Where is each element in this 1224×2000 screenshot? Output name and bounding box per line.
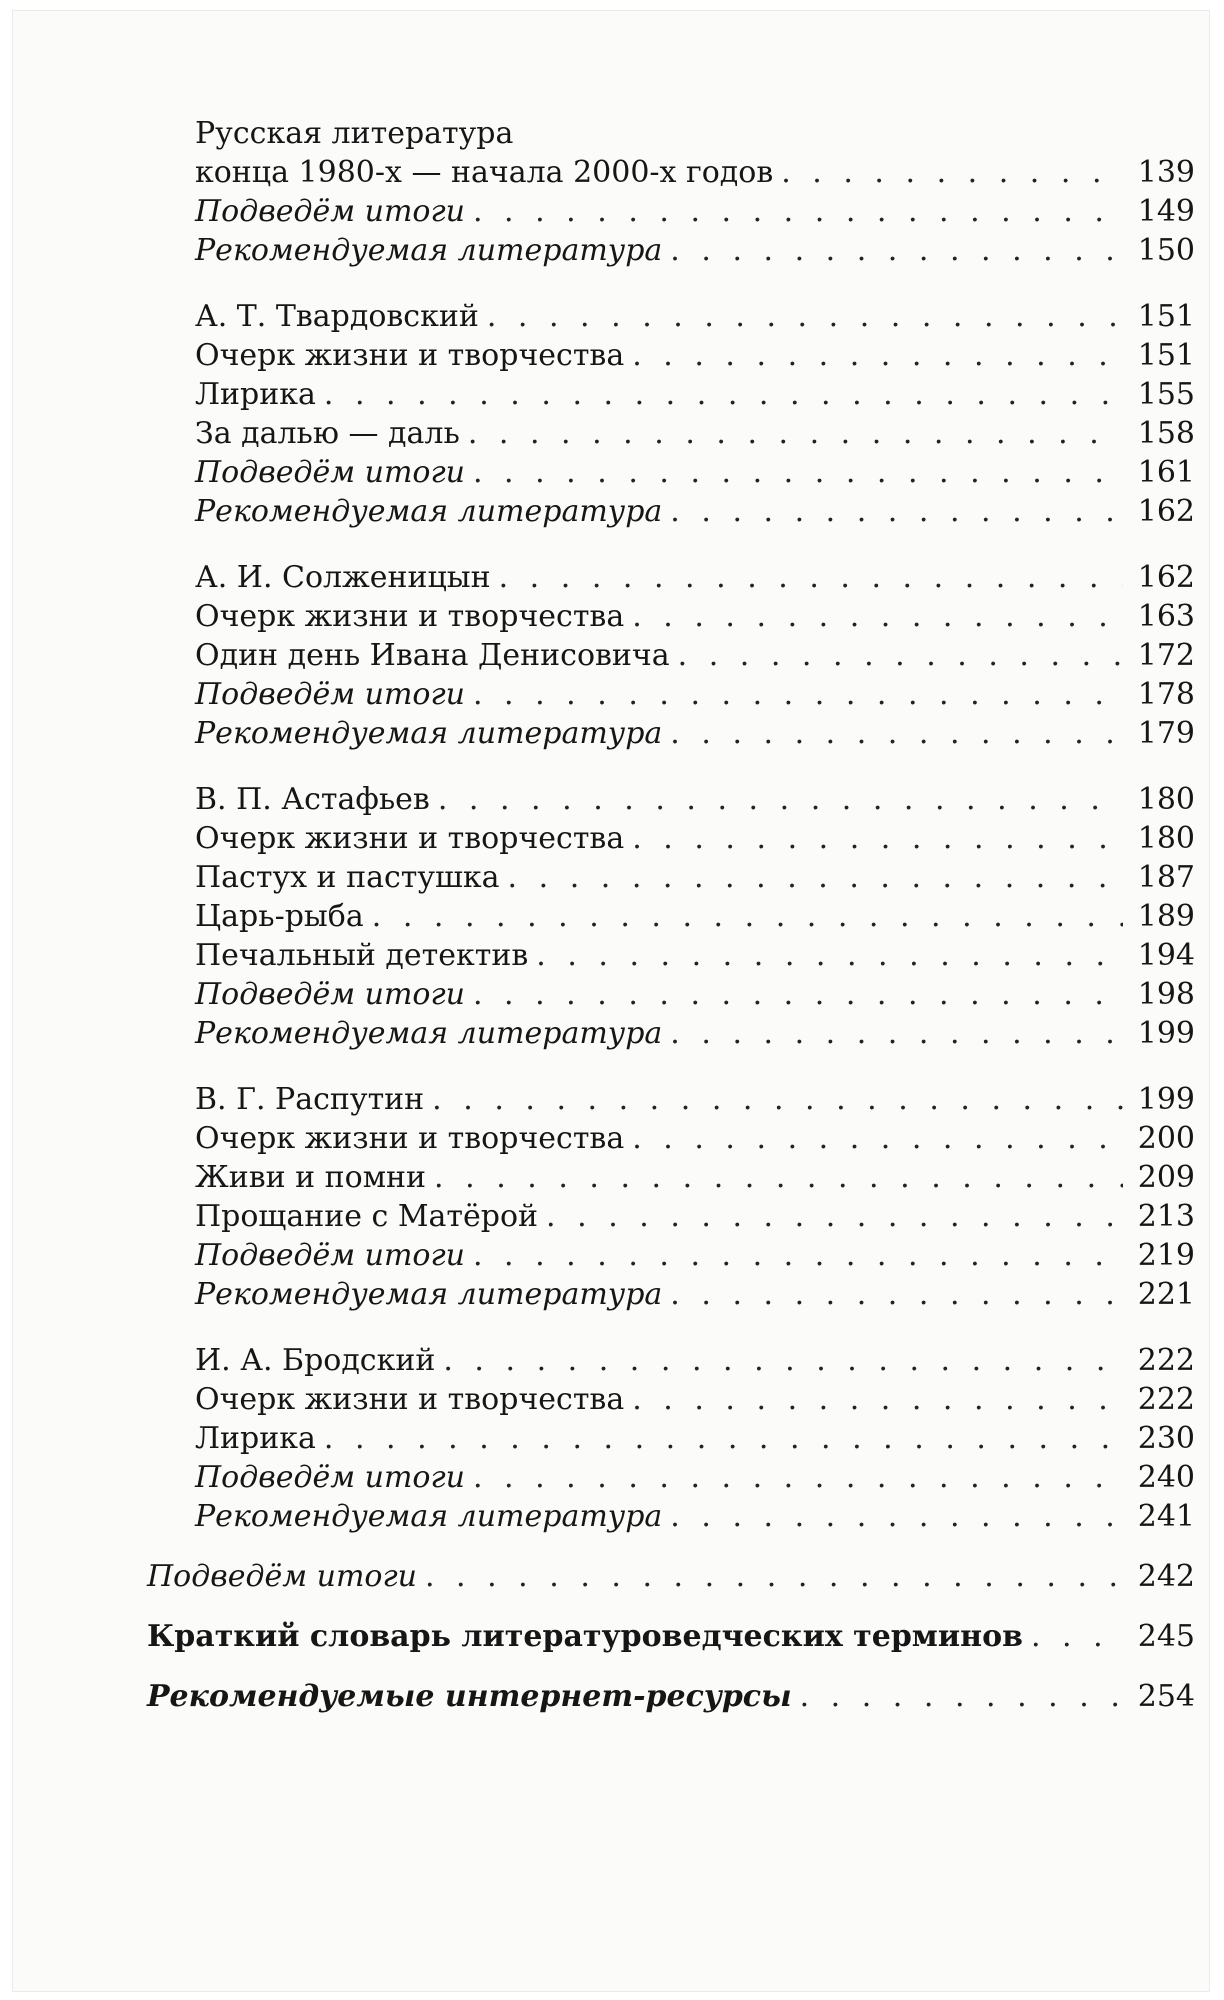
toc-entry[interactable] (147, 1275, 1195, 1314)
toc-entry-title-line1: Русская литература (195, 116, 514, 151)
toc-page-number: 189 (1137, 899, 1195, 934)
toc-entry[interactable] (147, 1380, 1195, 1419)
toc-entry-title: Лирика (195, 377, 316, 412)
toc-entry[interactable] (147, 414, 1195, 453)
toc-page-number: 199 (1137, 1016, 1195, 1051)
toc-page-number: 187 (1137, 860, 1195, 895)
toc-entry[interactable] (147, 1458, 1195, 1497)
toc-entry-title: Рекомендуемая литература (195, 494, 663, 529)
toc-entry[interactable] (147, 297, 1195, 336)
toc-entry[interactable] (147, 1677, 1195, 1716)
toc-page-number: 240 (1137, 1460, 1195, 1495)
dot-leader (670, 714, 1123, 753)
toc-page-number: 151 (1137, 299, 1195, 334)
toc-entry-title: Подведём итоги (195, 677, 465, 712)
dot-leader (473, 192, 1123, 231)
toc-entry[interactable] (147, 1119, 1195, 1158)
toc-page-number: 241 (1137, 1499, 1195, 1534)
toc-entry-title: Очерк жизни и творчества (195, 599, 625, 634)
toc-entry-title: Рекомендуемая литература (195, 1277, 663, 1312)
toc-entry[interactable] (147, 453, 1195, 492)
dot-leader (499, 558, 1123, 597)
dot-leader (473, 1458, 1123, 1497)
dot-leader (473, 453, 1123, 492)
dot-leader (670, 492, 1123, 531)
toc-entry[interactable] (147, 819, 1195, 858)
toc-entry-title: Краткий словарь литературоведческих терминов (147, 1619, 1023, 1654)
toc-entry[interactable] (147, 1341, 1195, 1380)
toc-entry-title: А. Т. Твардовский (195, 299, 479, 334)
dot-leader (438, 780, 1123, 819)
toc-entry[interactable] (147, 558, 1195, 597)
toc-entry[interactable] (147, 492, 1195, 531)
toc-entry[interactable] (147, 897, 1195, 936)
dot-leader (508, 858, 1123, 897)
toc-page-number: 254 (1137, 1679, 1195, 1714)
toc-page-number: 219 (1137, 1238, 1195, 1273)
dot-leader (372, 897, 1123, 936)
book-page (12, 10, 1210, 1992)
toc-entry[interactable] (147, 936, 1195, 975)
toc-entry-title: В. П. Астафьев (195, 782, 430, 817)
dot-leader (324, 375, 1123, 414)
toc-entry-title: Прощание с Матёрой (195, 1199, 539, 1234)
dot-leader (546, 1197, 1123, 1236)
dot-leader (678, 636, 1123, 675)
toc-page-number: 230 (1137, 1421, 1195, 1456)
dot-leader (781, 153, 1123, 192)
toc-entry[interactable] (147, 858, 1195, 897)
toc-entry-title: Рекомендуемая литература (195, 233, 663, 268)
toc-entry-title: Подведём итоги (147, 1559, 417, 1594)
toc-entry[interactable] (147, 231, 1195, 270)
dot-leader (632, 1380, 1123, 1419)
dot-leader (473, 1236, 1123, 1275)
toc-entry-title: Рекомендуемая литература (195, 1016, 663, 1051)
toc-entry[interactable] (147, 1236, 1195, 1275)
toc-page-number: 178 (1137, 677, 1195, 712)
dot-leader (443, 1341, 1123, 1380)
toc-entry-title: Царь-рыба (195, 899, 364, 934)
toc-entry-title: За далью — даль (195, 416, 460, 451)
toc-entry-title: Очерк жизни и творчества (195, 1121, 625, 1156)
toc-entry-title: Подведём итоги (195, 194, 465, 229)
toc-entry[interactable] (147, 975, 1195, 1014)
toc-entry[interactable] (147, 1617, 1195, 1656)
toc-page-number: 222 (1137, 1382, 1195, 1417)
dot-leader (425, 1557, 1123, 1596)
toc-page-number: 245 (1137, 1619, 1195, 1654)
dot-leader (632, 597, 1123, 636)
toc-entry[interactable] (147, 675, 1195, 714)
toc-entry[interactable] (147, 597, 1195, 636)
toc-entry-title: конца 1980-х — начала 2000-х годов (195, 155, 774, 190)
dot-leader (670, 1497, 1123, 1536)
toc-entry-title: Подведём итоги (195, 1238, 465, 1273)
toc-entry[interactable] (147, 1197, 1195, 1236)
toc-page-number: 200 (1137, 1121, 1195, 1156)
toc-entry-title: Подведём итоги (195, 977, 465, 1012)
toc-page-number: 150 (1137, 233, 1195, 268)
toc-entry-title: Рекомендуемые интернет-ресурсы (147, 1679, 792, 1714)
dot-leader (1031, 1617, 1123, 1656)
toc-page-number: 198 (1137, 977, 1195, 1012)
toc-page-number: 194 (1137, 938, 1195, 973)
dot-leader (800, 1677, 1123, 1716)
toc-entry-title: Один день Ивана Денисовича (195, 638, 670, 673)
toc-entry[interactable] (147, 375, 1195, 414)
toc-entry-title: В. Г. Распутин (195, 1082, 425, 1117)
toc-entry[interactable] (147, 153, 1195, 192)
toc-page-number: 162 (1137, 494, 1195, 529)
dot-leader (434, 1158, 1123, 1197)
toc-entry[interactable] (147, 1158, 1195, 1197)
dot-leader (670, 1014, 1123, 1053)
toc-page-number: 151 (1137, 338, 1195, 373)
dot-leader (473, 975, 1123, 1014)
dot-leader (536, 936, 1123, 975)
toc-page-number: 199 (1137, 1082, 1195, 1117)
toc-entry-title: Очерк жизни и творчества (195, 338, 625, 373)
toc-page-number: 163 (1137, 599, 1195, 634)
toc-entry[interactable] (147, 1014, 1195, 1053)
toc-page-number: 161 (1137, 455, 1195, 490)
toc-entry[interactable] (147, 192, 1195, 231)
dot-leader (632, 336, 1123, 375)
toc-page-number: 222 (1137, 1343, 1195, 1378)
toc-entry[interactable] (147, 1557, 1195, 1596)
toc-entry-title: Очерк жизни и творчества (195, 821, 625, 856)
dot-leader (468, 414, 1123, 453)
toc-entry-title: И. А. Бродский (195, 1343, 436, 1378)
dot-leader (670, 231, 1123, 270)
toc-page-number: 179 (1137, 716, 1195, 751)
toc-page-number: 213 (1137, 1199, 1195, 1234)
table-of-contents (147, 114, 1195, 1716)
toc-entry[interactable] (147, 714, 1195, 753)
toc-page-number: 172 (1137, 638, 1195, 673)
toc-page-number: 209 (1137, 1160, 1195, 1195)
toc-entry-title: Подведём итоги (195, 455, 465, 490)
toc-entry-title: Рекомендуемая литература (195, 1499, 663, 1534)
toc-entry[interactable] (147, 1419, 1195, 1458)
dot-leader (632, 819, 1123, 858)
toc-page-number: 139 (1137, 155, 1195, 190)
toc-page-number: 162 (1137, 560, 1195, 595)
toc-entry-title: Печальный детектив (195, 938, 529, 973)
toc-page-number: 242 (1137, 1559, 1195, 1594)
toc-entry-title: Рекомендуемая литература (195, 716, 663, 751)
dot-leader (670, 1275, 1123, 1314)
toc-page-number: 155 (1137, 377, 1195, 412)
toc-entry[interactable] (147, 336, 1195, 375)
dot-leader (432, 1080, 1123, 1119)
toc-entry[interactable] (147, 1497, 1195, 1536)
toc-entry[interactable] (147, 780, 1195, 819)
toc-page-number: 221 (1137, 1277, 1195, 1312)
toc-entry-title: Живи и помни (195, 1160, 427, 1195)
toc-page-number: 180 (1137, 782, 1195, 817)
toc-entry[interactable] (147, 636, 1195, 675)
toc-page-number: 149 (1137, 194, 1195, 229)
dot-leader (324, 1419, 1123, 1458)
dot-leader (632, 1119, 1123, 1158)
toc-entry-title: Подведём итоги (195, 1460, 465, 1495)
toc-entry-title: А. И. Солженицын (195, 560, 491, 595)
dot-leader (473, 675, 1123, 714)
dot-leader (487, 297, 1123, 336)
toc-entry-title: Очерк жизни и творчества (195, 1382, 625, 1417)
toc-entry-title: Лирика (195, 1421, 316, 1456)
toc-entry[interactable] (147, 1080, 1195, 1119)
toc-page-number: 158 (1137, 416, 1195, 451)
toc-page-number: 180 (1137, 821, 1195, 856)
toc-entry-title: Пастух и пастушка (195, 860, 500, 895)
